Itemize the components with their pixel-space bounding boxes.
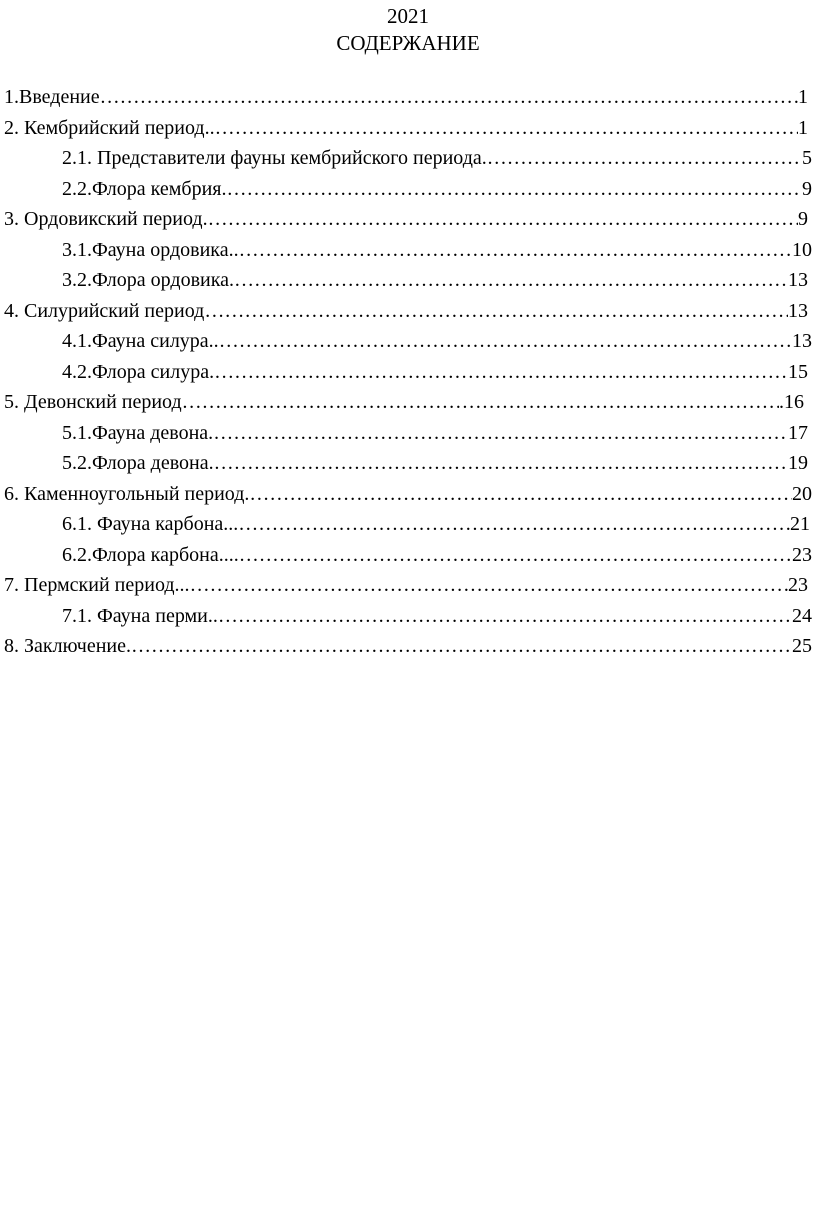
toc-leader	[239, 237, 792, 263]
toc-leader	[214, 450, 788, 476]
toc-entry-page: 1	[798, 116, 808, 139]
toc-leader	[204, 298, 788, 324]
toc-entry-label: 5. Девонский период	[4, 391, 182, 413]
toc-entry	[0, 572, 816, 603]
toc-entry	[0, 267, 816, 298]
toc-entry	[0, 389, 816, 420]
toc-entry-page: 10	[792, 238, 812, 261]
toc-entry-page: 13	[788, 269, 808, 291]
toc-entry-page: 9	[802, 177, 812, 200]
toc-entry-label: 2. Кембрийский период..	[4, 116, 215, 139]
toc-leader	[218, 603, 792, 629]
toc-entry-label: 5.1.Фауна девона.	[62, 421, 214, 444]
toc-entry	[0, 237, 816, 268]
toc-entry-label: 2.1. Представители фауны кембрийского периода.	[62, 147, 487, 169]
table-of-contents	[0, 84, 816, 664]
toc-leader	[214, 359, 788, 385]
toc-entry	[0, 633, 816, 664]
toc-leader	[215, 115, 798, 141]
toc-leader	[182, 389, 779, 415]
toc-leader	[100, 84, 798, 110]
toc-entry-page: 9	[798, 208, 808, 230]
toc-leader	[249, 481, 792, 507]
toc-entry-label: 5.2.Флора девона.	[62, 452, 214, 474]
toc-leader	[131, 633, 792, 659]
toc-entry	[0, 84, 816, 115]
toc-entry-page: 13	[788, 299, 808, 322]
toc-entry	[0, 420, 816, 451]
toc-entry	[0, 511, 816, 542]
toc-leader	[239, 542, 792, 568]
toc-entry-page: 25	[792, 635, 812, 657]
toc-entry	[0, 542, 816, 573]
toc-entry	[0, 206, 816, 237]
toc-entry	[0, 176, 816, 207]
toc-entry-label: 4.2.Флора силура.	[62, 360, 215, 383]
toc-entry-page: .16	[779, 391, 804, 413]
toc-entry-page: 5	[802, 147, 812, 169]
toc-entry-label: 8. Заключение.	[4, 635, 131, 657]
toc-leader	[208, 206, 798, 232]
toc-entry	[0, 359, 816, 390]
toc-entry-label: 7. Пермский период...	[4, 574, 190, 596]
toc-entry-page: 21	[790, 513, 810, 535]
toc-leader	[238, 511, 790, 537]
toc-entry-page: 23	[792, 543, 812, 566]
toc-leader	[234, 267, 788, 293]
toc-entry-label: 4.1.Фауна силура..	[62, 330, 219, 352]
toc-entry-label: 3.2.Флора ордовика.	[62, 269, 235, 291]
toc-entry-label: 3. Ордовикский период.	[4, 208, 208, 230]
toc-entry-label: 3.1.Фауна ордовика..	[62, 238, 239, 261]
toc-entry-page: 23	[788, 574, 808, 596]
toc-entry-label: 6.2.Флора карбона....	[62, 543, 239, 566]
toc-entry-label: 4. Силурийский период	[4, 299, 205, 322]
toc-entry	[0, 145, 816, 176]
toc-entry-label: 7.1. Фауна перми..	[62, 604, 218, 627]
toc-entry-page: 19	[788, 452, 808, 474]
toc-entry	[0, 328, 816, 359]
toc-entry-label: 1.Введение	[4, 86, 100, 108]
toc-leader	[213, 420, 788, 446]
toc-entry-page: 1	[798, 86, 808, 108]
toc-leader	[487, 145, 802, 171]
toc-entry-page: 15	[788, 360, 808, 383]
toc-entry-page: 13	[792, 330, 812, 352]
toc-entry	[0, 481, 816, 512]
toc-entry-label: 6. Каменноугольный период.	[4, 482, 250, 505]
toc-entry-label: 6.1. Фауна карбона...	[62, 513, 239, 535]
document-year: 2021	[387, 4, 429, 28]
toc-leader	[227, 176, 803, 202]
toc-entry	[0, 603, 816, 634]
toc-entry-page: 24	[792, 604, 812, 627]
toc-entry	[0, 450, 816, 481]
page-title: СОДЕРЖАНИЕ	[336, 31, 480, 55]
toc-entry-label: 2.2.Флора кембрия.	[62, 177, 227, 200]
toc-entry	[0, 298, 816, 329]
toc-leader	[190, 572, 788, 598]
toc-entry	[0, 115, 816, 146]
toc-entry-page: 17	[788, 421, 808, 444]
toc-entry-page: 20	[792, 482, 812, 505]
toc-leader	[219, 328, 792, 354]
